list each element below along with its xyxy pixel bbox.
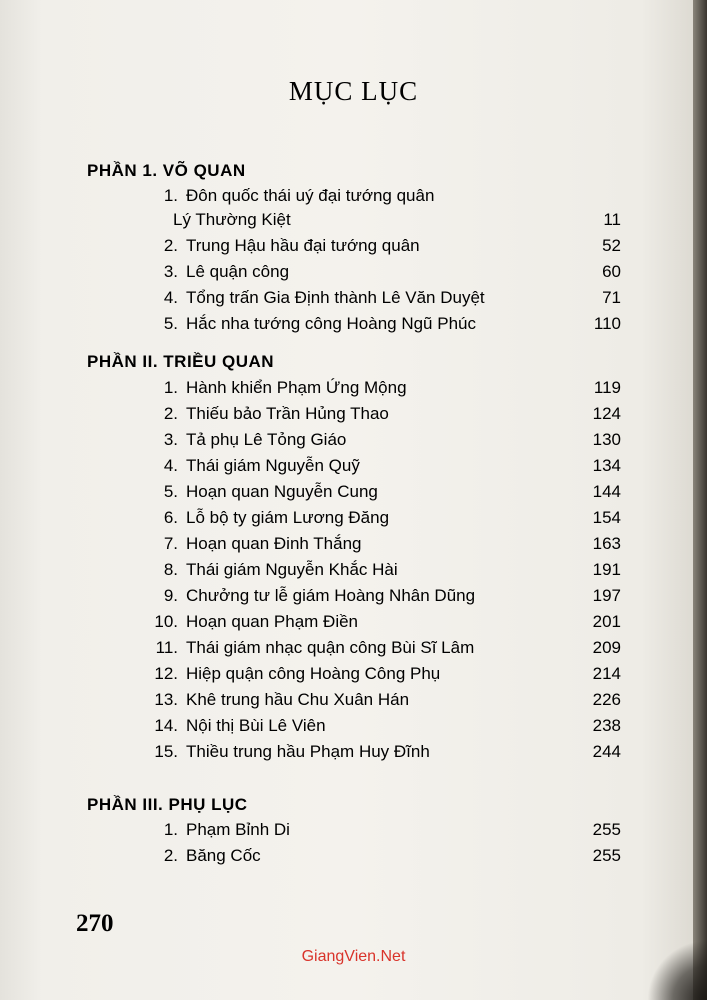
entry-page: 124 [592,404,621,423]
entry-page: 209 [592,638,621,657]
entry-number: 12. [154,664,178,683]
toc-entry [0,404,707,430]
toc-entry [0,534,707,560]
entry-page: 11 [603,210,621,229]
entry-number: 14. [154,716,178,735]
entry-number: 7. [163,534,178,553]
toc-entry [0,288,707,314]
section-heading: PHẦN II. TRIỀU QUAN [87,352,275,371]
entry-title: Hoạn quan Phạm Điền [186,612,359,631]
entry-page: 154 [592,508,621,527]
toc-entry [0,236,707,262]
entry-title: Tả phụ Lê Tỏng Giáo [186,430,347,449]
toc-entry [0,508,707,534]
entry-number: 3. [163,262,178,281]
entry-page: 163 [592,534,621,553]
toc-entry [0,262,707,288]
toc-entry [0,430,707,456]
entry-number: 15. [154,742,178,761]
page-number: 270 [76,910,114,937]
entry-title: Hành khiển Phạm Ứng Mộng [186,378,407,397]
section-heading: PHẦN III. PHỤ LỤC [87,795,248,814]
entry-title: Thiều trung hầu Phạm Huy Đĩnh [186,742,430,761]
toc-entry [0,378,707,404]
entry-title: Lỗ bộ ty giám Lương Đăng [186,508,390,527]
entry-number: 2. [163,236,178,255]
entry-title: Băng Cốc [186,846,261,865]
entry-title: Hiệp quận công Hoàng Công Phụ [186,664,441,683]
toc-entry [0,638,707,664]
entry-title: Hoạn quan Nguyễn Cung [186,482,378,501]
entry-page: 238 [592,716,621,735]
entry-number: 1. [163,378,178,397]
toc-entry [0,456,707,482]
entry-title: Hoạn quan Đinh Thắng [186,534,362,553]
entry-title: Tổng trấn Gia Định thành Lê Văn Duyệt [186,288,485,307]
entry-number: 9. [163,586,178,605]
entry-page: 110 [593,314,621,333]
entry-number: 1. [163,186,178,205]
entry-page: 119 [593,378,621,397]
entry-page: 214 [592,664,621,683]
toc-entry [0,690,707,716]
entry-title: Thái giám Nguyễn Quỹ [186,456,360,475]
entry-page: 201 [592,612,621,631]
entry-title: Trung Hậu hầu đại tướng quân [186,236,420,255]
entry-title: Thiếu bảo Trần Hủng Thao [186,404,389,423]
entry-page: 244 [592,742,621,761]
entry-page: 134 [592,456,621,475]
entry-title: Phạm Bỉnh Di [186,820,290,839]
entry-page: 144 [592,482,621,501]
entry-title: Hắc nha tướng công Hoàng Ngũ Phúc [186,314,476,333]
entry-number: 4. [163,456,178,475]
entry-title: Thái giám Nguyễn Khắc Hài [186,560,398,579]
entry-number: 11. [155,638,178,657]
entry-number: 5. [163,314,178,333]
entry-title: Khê trung hầu Chu Xuân Hán [186,690,410,709]
toc-entry [0,664,707,690]
entry-page: 255 [592,846,621,865]
entry-number: 1. [163,820,178,839]
entry-number: 8. [163,560,178,579]
toc-entry [0,186,707,229]
entry-page: 255 [592,820,621,839]
toc-entry [0,482,707,508]
toc-entry [0,560,707,586]
entry-title: Nội thị Bùi Lê Viên [186,716,326,735]
entry-page: 52 [602,236,621,255]
toc-entry [0,314,707,340]
toc-entry [0,846,707,872]
watermark: GiangVien.Net [301,948,406,965]
entry-page: 197 [592,586,621,605]
toc-entry [0,716,707,742]
entry-number: 2. [163,846,178,865]
entry-title-continued: Lý Thường Kiệt [173,210,291,229]
toc-entry [0,742,707,768]
entry-page: 226 [592,690,621,709]
entry-page: 130 [592,430,621,449]
toc-entry [0,612,707,638]
entry-number: 13. [154,690,178,709]
entry-page: 60 [602,262,621,281]
entry-number: 10. [154,612,178,631]
section-heading: PHẦN 1. VÕ QUAN [87,161,246,180]
entry-number: 2. [163,404,178,423]
page-title: MỤC LỤC [288,76,419,106]
entry-title: Thái giám nhạc quận công Bùi Sĩ Lâm [186,638,475,657]
entry-title: Chưởng tư lễ giám Hoàng Nhân Dũng [186,586,476,605]
toc-entry [0,586,707,612]
entry-number: 4. [163,288,178,307]
entry-title: Đôn quốc thái uý đại tướng quân [186,186,435,205]
entry-page: 191 [592,560,621,579]
entry-page: 71 [602,288,621,307]
entry-number: 3. [163,430,178,449]
entry-number: 5. [163,482,178,501]
entry-title: Lê quận công [186,262,290,281]
toc-entry [0,820,707,846]
entry-number: 6. [163,508,178,527]
